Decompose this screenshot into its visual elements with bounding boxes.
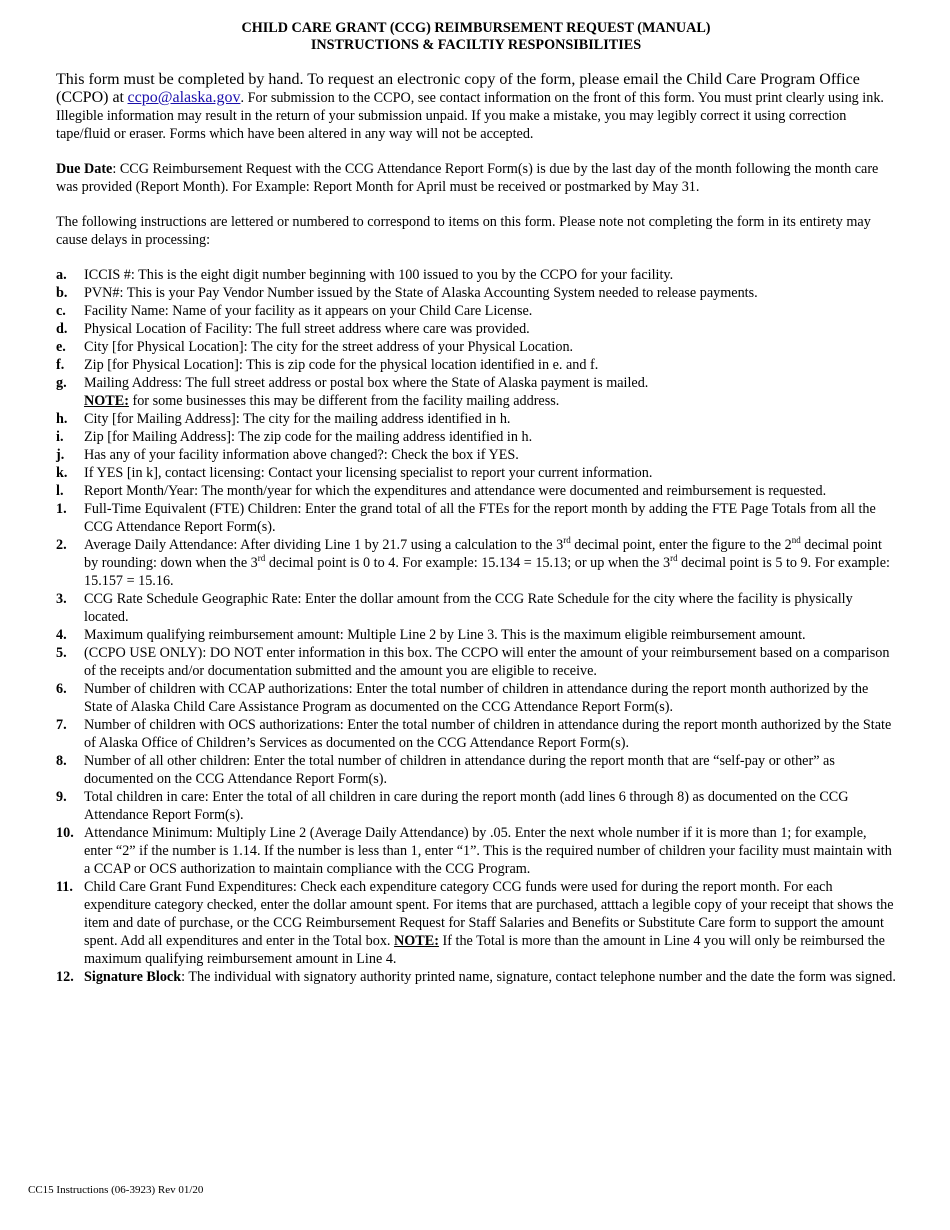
list-item-f [56, 356, 896, 374]
item-marker: 10. [56, 825, 74, 841]
list-item-4 [56, 626, 896, 644]
list-item-7 [56, 716, 896, 752]
list-item-i [56, 428, 896, 446]
title-line-1: CHILD CARE GRANT (CCG) REIMBURSEMENT REQUEST (MANUAL) [241, 20, 711, 36]
item-marker: k. [56, 465, 68, 481]
item-text: PVN#: This is your Pay Vendor Number issued by the State of Alaska Accounting System needed to release payments. [84, 285, 758, 301]
item-text [84, 878, 896, 968]
note-label: NOTE: [394, 933, 439, 949]
list-item-b [56, 284, 896, 302]
item-2-part: decimal point is 0 to 4. For example: 15.134 = 15.13; or up when the 3 [265, 555, 671, 571]
item-2-part: decimal point, enter the figure to the 2 [570, 537, 792, 553]
item-text: Full-Time Equivalent (FTE) Children: Enter the grand total of all the FTEs for the report month by adding the FTE Page Totals from all the CCG Attendance Report Form(s). [84, 501, 876, 535]
intro-text-2: . For submission to the CCPO, see contact information on the front of this form. You must print clearly using ink. Illegible information may result in the return of your submission unpaid. If you make a mistake, you may legibly correct it using correction tape/fluid or eraser. Forms which have been altered in any way will not be accepted. [56, 90, 884, 142]
item-text: Number of all other children: Enter the total number of children in attendance during the report month that are “self-pay or other” as documented on the CCG Attendance Report Form(s). [84, 753, 835, 787]
superscript: rd [670, 553, 678, 563]
item-marker: 5. [56, 645, 67, 661]
item-marker: g. [56, 375, 67, 391]
list-item-2 [56, 536, 896, 590]
item-marker: 12. [56, 969, 74, 985]
item-marker: 4. [56, 627, 67, 643]
list-item-l [56, 482, 896, 500]
list-item-12 [56, 968, 896, 986]
item-text: Facility Name: Name of your facility as it appears on your Child Care License. [84, 303, 533, 319]
due-date-text: : CCG Reimbursement Request with the CCG Attendance Report Form(s) is due by the last day of the month following the month care was provided (Report Month). For Example: Report Month for April must be received or postmarked by May 31. [56, 161, 879, 195]
item-text: Number of children with OCS authorizations: Enter the total number of children in attendance during the report month authorized by the State of Alaska Office of Children’s Services as documented on the CCG Attendance Report Form(s). [84, 717, 892, 751]
item-text [84, 374, 896, 410]
note-text: If the Total is more than the amount in Line 4 you will only be reimbursed the maximum qualifying reimbursement amount in Line 4. [84, 933, 885, 967]
item-text: Physical Location of Facility: The full street address where care was provided. [84, 321, 530, 337]
instruction-list [56, 266, 896, 986]
item-marker: c. [56, 303, 66, 319]
list-item-e [56, 338, 896, 356]
list-item-5 [56, 644, 896, 680]
signature-block-text: : The individual with signatory authority printed name, signature, contact telephone number and the date the form was signed. [181, 969, 896, 985]
item-marker: 9. [56, 789, 67, 805]
item-marker: d. [56, 321, 68, 337]
item-marker: f. [56, 357, 65, 373]
list-item-g [56, 374, 896, 410]
item-text [84, 536, 896, 590]
item-marker: 1. [56, 501, 67, 517]
item-2-part: decimal point is 5 to 9. For example: 15.157 = 15.16. [84, 555, 890, 589]
item-marker: 11. [56, 879, 73, 895]
list-item-j [56, 446, 896, 464]
item-text: Attendance Minimum: Multiply Line 2 (Average Daily Attendance) by .05. Enter the next whole number if it is more than 1; for example, enter “2” if the number is 1.14. If the number is less than 1, enter “1”. This is the required number of children your facility must maintain with a CCAP or OCS authorization to maintain compliance with the CCG Program. [84, 825, 892, 877]
item-text: Has any of your facility information above changed?: Check the box if YES. [84, 447, 519, 463]
list-item-9 [56, 788, 896, 824]
item-text: Zip [for Mailing Address]: The zip code for the mailing address identified in h. [84, 429, 533, 445]
list-item-c [56, 302, 896, 320]
list-item-8 [56, 752, 896, 788]
item-text: Total children in care: Enter the total of all children in care during the report month (add lines 6 through 8) as documented on the CCG Attendance Report Form(s). [84, 789, 849, 823]
title-line-2: INSTRUCTIONS & FACILTIY RESPONSIBILITIES [310, 37, 642, 53]
list-item-3 [56, 590, 896, 626]
list-item-1 [56, 500, 896, 536]
form-footer: CC15 Instructions (06-3923) Rev 01/20 [28, 1184, 204, 1196]
list-item-6 [56, 680, 896, 716]
item-marker: b. [56, 285, 68, 301]
item-text: Number of children with CCAP authorizations: Enter the total number of children in attendance during the report month authorized by the State of Alaska Child Care Assistance Program as documented on the CCG Attendance Report Form(s). [84, 681, 869, 715]
note-label: NOTE: [84, 393, 129, 409]
note-text: for some businesses this may be different from the facility mailing address. [128, 393, 560, 409]
item-marker: 2. [56, 537, 67, 553]
item-text: ICCIS #: This is the eight digit number beginning with 100 issued to you by the CCPO for your facility. [84, 267, 674, 283]
list-item-h [56, 410, 896, 428]
item-11-text: Child Care Grant Fund Expenditures: Check each expenditure category CCG funds were used for during the report month. For each expenditure category checked, enter the dollar amount spent. For items that are purchased, atttach a legible copy of your receipt that shows the item and date of purchase, or the CCG Reimbursement Request for Staff Salaries and Benefits or Substitute Care form to support the amount spent. Add all expenditures and enter in the Total box. [84, 879, 894, 949]
item-marker: i. [56, 429, 64, 445]
list-item-a [56, 266, 896, 284]
item-text: City [for Physical Location]: The city for the street address of your Physical Location. [84, 339, 574, 355]
list-item-11 [56, 878, 896, 968]
superscript: nd [791, 535, 801, 545]
item-text: If YES [in k], contact licensing: Contact your licensing specialist to report your current information. [84, 465, 653, 481]
signature-block-label: Signature Block [84, 969, 182, 985]
item-text: Maximum qualifying reimbursement amount: Multiple Line 2 by Line 3. This is the maximum eligible reimbursement amount. [84, 627, 806, 643]
item-2-part: decimal point by rounding: down when the 3 [84, 537, 882, 571]
following-paragraph: The following instructions are lettered or numbered to correspond to items on this form. Please note not completing the form in its entirety may cause delays in processing: [56, 214, 871, 248]
item-text: Zip [for Physical Location]: This is zip code for the physical location identified in e. and f. [84, 357, 599, 373]
superscript: rd [257, 553, 266, 563]
intro-text-1: This form must be completed by hand. To request an electronic copy of the form, please email the Child Care Program Office (CCPO) at [56, 71, 860, 106]
item-marker: 8. [56, 753, 67, 769]
instructions-page [56, 20, 896, 986]
list-item-10 [56, 824, 896, 878]
item-g-line: Mailing Address: The full street address or postal box where the State of Alaska payment is mailed. [84, 375, 649, 391]
item-text: (CCPO USE ONLY): DO NOT enter information in this box. The CCPO will enter the amount of your reimbursement based on a comparison of the receipts and/or documentation submitted and the amount you are eligible to receive. [84, 645, 890, 679]
list-item-k [56, 464, 896, 482]
item-marker: a. [56, 267, 67, 283]
item-2-part: Average Daily Attendance: After dividing Line 1 by 21.7 using a calculation to the 3 [84, 537, 564, 553]
item-marker: l. [56, 483, 64, 499]
item-marker: 7. [56, 717, 67, 733]
ccpo-email-link[interactable]: ccpo@alaska.gov [127, 89, 241, 106]
item-text: City [for Mailing Address]: The city for the mailing address identified in h. [84, 411, 511, 427]
item-marker: e. [56, 339, 66, 355]
item-marker: 3. [56, 591, 67, 607]
item-marker: h. [56, 411, 68, 427]
item-text [84, 968, 896, 986]
list-item-d [56, 320, 896, 338]
item-marker: j. [56, 447, 65, 463]
due-date-label: Due Date [56, 161, 113, 177]
item-text: CCG Rate Schedule Geographic Rate: Enter the dollar amount from the CCG Rate Schedule for the city where the facility is physically located. [84, 591, 853, 625]
item-text: Report Month/Year: The month/year for which the expenditures and attendance were documented and reimbursement is requested. [84, 483, 827, 499]
item-marker: 6. [56, 681, 67, 697]
intro-paragraph [56, 71, 896, 143]
due-date-paragraph [56, 160, 896, 196]
superscript: rd [563, 535, 571, 545]
